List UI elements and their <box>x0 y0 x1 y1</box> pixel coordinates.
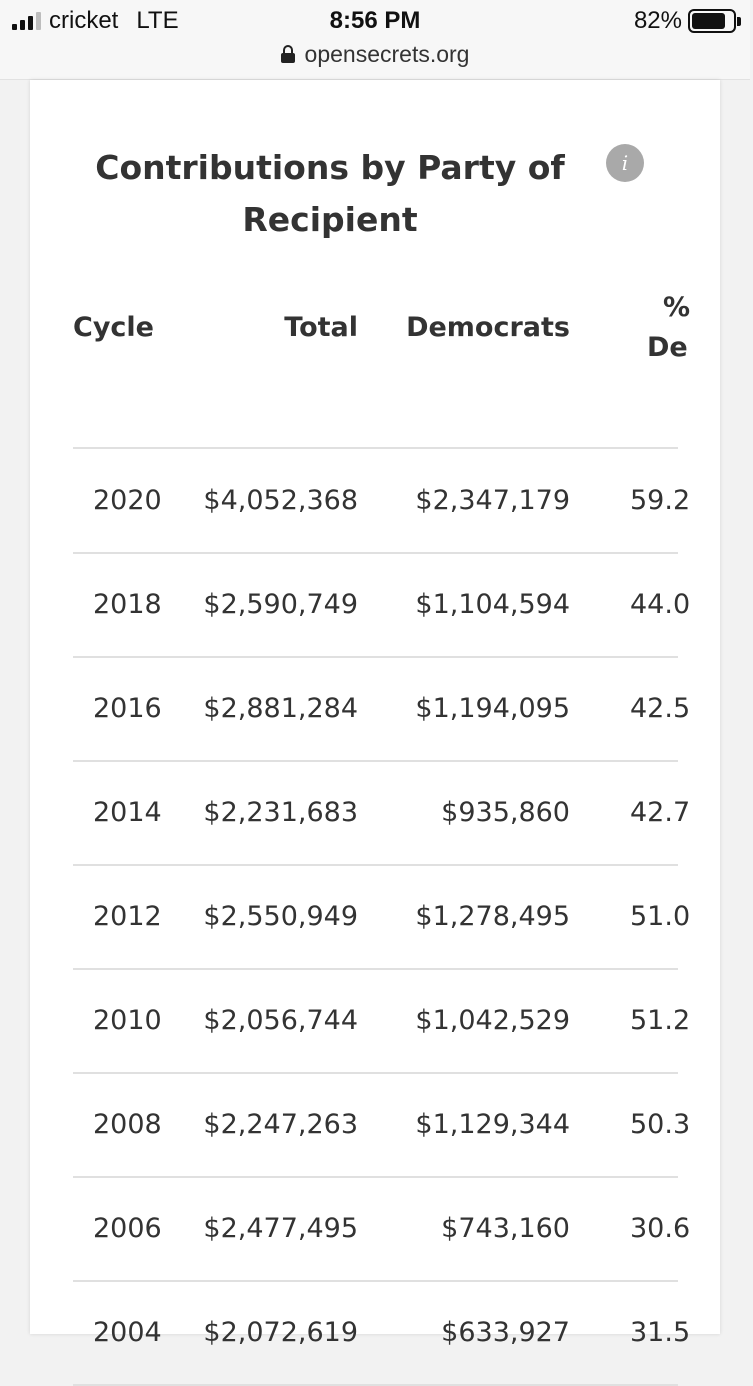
cell-democrats: $1,042,529 <box>415 1005 570 1036</box>
cell-pct: 50.3 <box>630 1109 691 1140</box>
cell-cycle: 2014 <box>93 797 162 828</box>
cell-pct: 51.2 <box>630 1005 691 1036</box>
cell-pct: 30.6 <box>630 1213 691 1244</box>
url-text[interactable]: opensecrets.org <box>304 40 470 67</box>
table-row <box>73 553 753 657</box>
cell-cycle: 2004 <box>93 1317 162 1348</box>
cell-cycle: 2006 <box>93 1213 162 1244</box>
cell-cycle: 2008 <box>93 1109 162 1140</box>
table-row <box>73 1073 753 1177</box>
cell-democrats: $633,927 <box>441 1317 570 1348</box>
table-row <box>73 1177 753 1281</box>
cell-democrats: $2,347,179 <box>415 485 570 516</box>
cell-cycle: 2018 <box>93 589 162 620</box>
card-title: Contributions by Party of Recipient <box>95 148 565 239</box>
cell-democrats: $1,194,095 <box>415 693 570 724</box>
cell-pct: 44.0 <box>630 589 691 620</box>
battery-info <box>634 6 736 36</box>
cell-cycle: 2010 <box>93 1005 162 1036</box>
header-cycle[interactable]: Cycle <box>73 312 154 343</box>
cell-cycle: 2020 <box>93 485 162 516</box>
cell-total: $2,231,683 <box>203 797 358 828</box>
cell-total: $2,881,284 <box>203 693 358 724</box>
header-democrats[interactable]: Democrats <box>406 312 570 343</box>
cell-cycle: 2012 <box>93 901 162 932</box>
cell-total: $2,550,949 <box>203 901 358 932</box>
cell-pct: 42.7 <box>630 797 691 828</box>
status-bar <box>0 0 750 80</box>
battery-percent: 82% <box>633 7 682 34</box>
cell-pct: 51.0 <box>630 901 691 932</box>
cell-democrats: $1,104,594 <box>415 589 570 620</box>
cell-pct: 42.5 <box>630 693 691 724</box>
cell-total: $2,072,619 <box>203 1317 358 1348</box>
contributions-table <box>73 280 691 1348</box>
cell-democrats: $743,160 <box>441 1213 570 1244</box>
table-row <box>73 761 753 865</box>
table-header <box>73 280 753 448</box>
clock: 8:56 PM <box>329 7 421 34</box>
header-pct-line1: % <box>663 292 691 323</box>
cell-total: $2,590,749 <box>203 589 358 620</box>
cell-total: $2,056,744 <box>203 1005 358 1036</box>
table-row <box>73 657 753 761</box>
cell-pct: 31.5 <box>630 1317 691 1348</box>
header-pct-line2: De <box>647 332 688 363</box>
lock-icon <box>281 45 295 63</box>
table-row <box>73 1281 753 1385</box>
table-row <box>73 969 753 1073</box>
header-total[interactable]: Total <box>284 312 358 343</box>
address-bar[interactable] <box>0 38 750 70</box>
cell-total: $2,247,263 <box>203 1109 358 1140</box>
cell-cycle: 2016 <box>93 693 162 724</box>
battery-icon <box>688 9 736 33</box>
network-type: LTE <box>136 7 179 34</box>
cell-total: $2,477,495 <box>203 1213 358 1244</box>
table-row <box>73 865 753 969</box>
cell-total: $4,052,368 <box>203 485 358 516</box>
table-row <box>73 449 753 553</box>
cell-democrats: $1,278,495 <box>415 901 570 932</box>
contributions-card <box>30 80 720 1348</box>
info-icon[interactable]: i <box>606 144 644 182</box>
cell-democrats: $935,860 <box>441 797 570 828</box>
cell-pct: 59.2 <box>630 485 691 516</box>
cell-democrats: $1,129,344 <box>415 1109 570 1140</box>
carrier-name: cricket <box>49 7 119 34</box>
header-pct-dem[interactable] <box>647 288 747 368</box>
